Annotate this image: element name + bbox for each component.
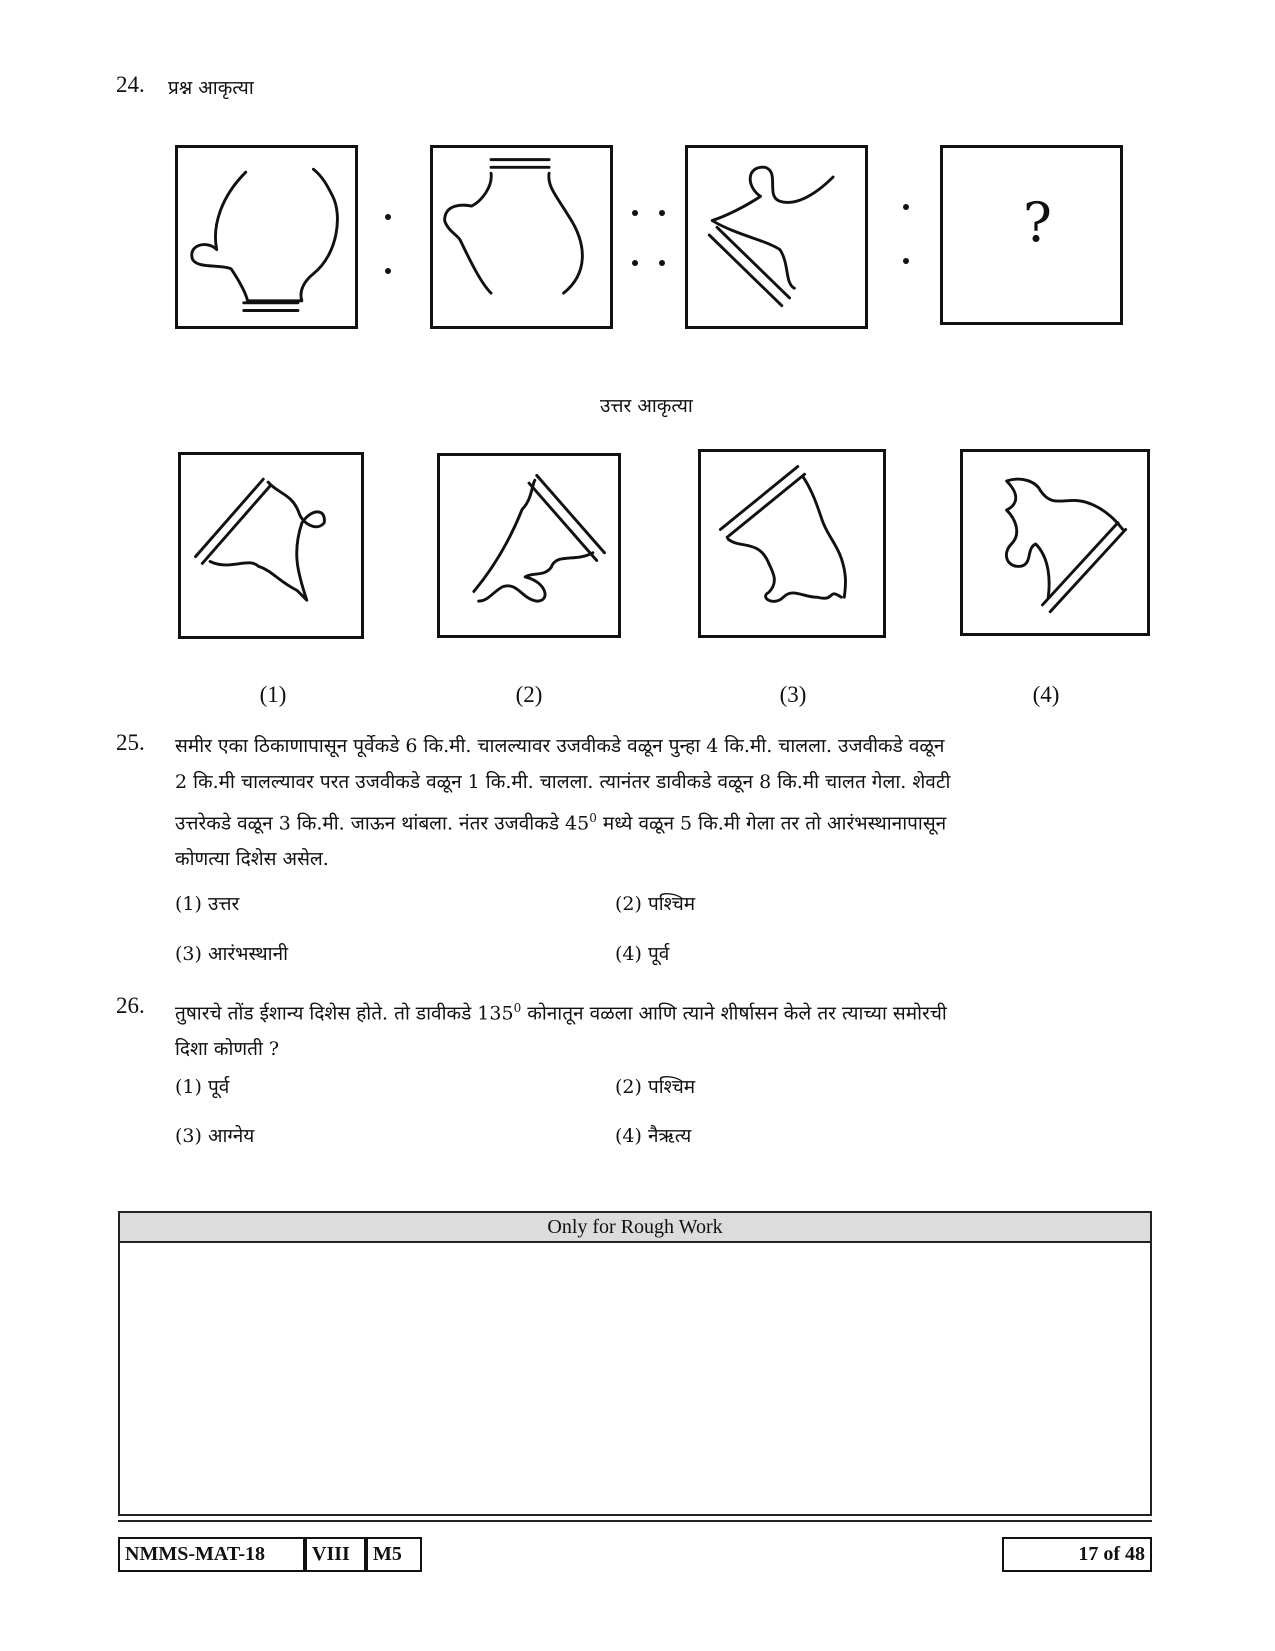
answer-figure-4	[960, 449, 1150, 636]
question-25-number: 25.	[116, 730, 145, 755]
colon-dot	[385, 268, 391, 274]
question-26-text	[175, 990, 1155, 1067]
colon-dot	[903, 258, 909, 264]
q26-option-1: (1) पूर्व	[175, 1076, 230, 1098]
double-colon-dot	[632, 260, 638, 266]
double-colon-dot	[659, 210, 665, 216]
q26-option-4: (4) नैऋत्य	[615, 1125, 692, 1147]
footer-exam-code: NMMS-MAT-18	[118, 1537, 305, 1572]
rough-work-box	[118, 1211, 1152, 1516]
q25-option-3: (3) आरंभस्थानी	[175, 943, 289, 965]
answer-option-label: (1)	[259, 682, 287, 707]
question-25-line: उत्तरेकडे वळून 3 कि.मी. जाऊन थांबला. नंतर उजवीकडे $45^0$ मध्ये वळून 5 कि.मी गेला तर तो आरंभस्थानापासून	[175, 811, 947, 835]
colon-dot	[385, 214, 391, 220]
question-26-number: 26.	[116, 993, 145, 1018]
question-figures-label: प्रश्न आकृत्या	[168, 77, 254, 99]
question-mark: ?	[1023, 191, 1052, 254]
question-figure-2	[430, 145, 613, 329]
colon-dot	[903, 204, 909, 210]
answer-figure-1	[178, 452, 364, 639]
footer-class: VIII	[305, 1537, 366, 1572]
answer-figure-3	[698, 449, 886, 638]
question-25-text	[175, 728, 1155, 877]
q25-option-4: (4) पूर्व	[615, 943, 670, 965]
q26-option-2: (2) पश्चिम	[615, 1076, 696, 1098]
q25-option-1: (1) उत्तर	[175, 893, 240, 915]
answer-figures-label: उत्तर आकृत्या	[600, 395, 693, 417]
answer-option-label: (3)	[779, 682, 807, 707]
rough-work-header: Only for Rough Work	[120, 1213, 1150, 1243]
double-colon-dot	[659, 260, 665, 266]
footer-set: M5	[366, 1537, 422, 1572]
question-24-number: 24.	[116, 72, 145, 97]
question-figure-1	[175, 145, 358, 329]
double-colon-dot	[632, 210, 638, 216]
question-25-line: कोणत्या दिशेस असेल.	[175, 848, 329, 871]
answer-option-label: (2)	[515, 682, 543, 707]
question-figure-3	[685, 145, 868, 329]
question-26-line: तुषारचे तोंड ईशान्य दिशेस होते. तो डावीकडे $135^0$ कोनातून वळला आणि त्याने शीर्षासन केले तर त्याच्या समोरची	[175, 1001, 947, 1025]
question-25-line: 2 कि.मी चालल्यावर परत उजवीकडे वळून 1 कि.मी. चालला. त्यानंतर डावीकडे वळून 8 कि.मी चालत गेला. शेवटी	[175, 771, 951, 793]
answer-option-label: (4)	[1032, 682, 1060, 707]
footer-rule	[118, 1520, 1152, 1522]
question-figure-4-unknown	[940, 145, 1123, 325]
answer-figure-2	[437, 453, 621, 638]
question-26-line: दिशा कोणती ?	[175, 1038, 280, 1061]
footer-page-number: 17 of 48	[1002, 1537, 1152, 1572]
question-25-line: समीर एका ठिकाणापासून पूर्वेकडे 6 कि.मी. चालल्यावर उजवीकडे वळून पुन्हा 4 कि.मी. चालला. उजवीकडे वळून	[175, 735, 945, 757]
q26-option-3: (3) आग्नेय	[175, 1125, 255, 1147]
q25-option-2: (2) पश्चिम	[615, 893, 696, 915]
